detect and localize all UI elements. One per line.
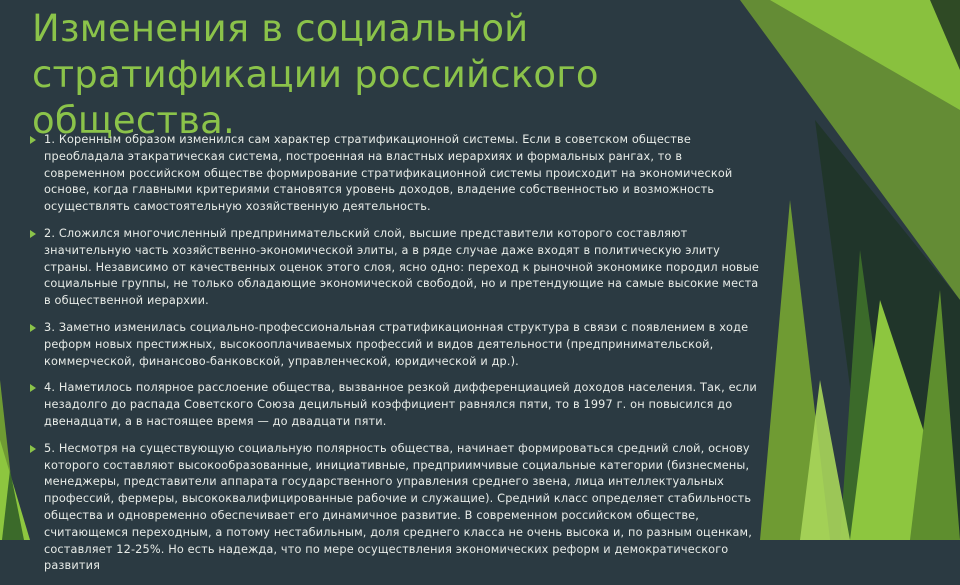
bullet-item-1 — [30, 132, 760, 216]
bullet-list — [30, 132, 760, 585]
bullet-arrow-icon — [30, 384, 36, 392]
bullet-item-3 — [30, 320, 760, 370]
bullet-arrow-icon — [30, 230, 36, 238]
bullet-text: 1. Коренным образом изменился сам характер стратификационной системы. Если в советском обществе преобладала этакратическая система, построенная на властных иерархиях и формальных рангах, то в современном российском обществе формирование стратификационной системы происходит на экономической основе, когда главными критериями становятся уровень доходов, владение собственностью и возможность осуществлять самостоятельную хозяйственную деятельность. — [44, 133, 733, 214]
bullet-item-4 — [30, 380, 760, 430]
bullet-arrow-icon — [30, 445, 36, 453]
bullet-text: 3. Заметно изменилась социально-профессиональная стратификационная структура в связи с появлением в ходе реформ новых престижных, высокооплачиваемых профессий и видов деятельности (предпринимательской, коммерческой, финансово-банковской, управленческой, юридической и др.). — [44, 320, 749, 368]
bullet-item-2 — [30, 226, 760, 310]
slide-title: Изменения в социальной стратификации российского общества. — [32, 7, 599, 142]
bullet-arrow-icon — [30, 324, 36, 332]
bullet-arrow-icon — [30, 136, 36, 144]
bullet-text: 5. Несмотря на существующую социальную полярность общества, начинает формироваться средний слой, основу которого составляют высокообразованные, инициативные, предприимчивые социальные категории (бизнесмены, менеджеры, представители аппарата государственного управления среднего звена, лица интеллектуальных профессий, фермеры, высококвалифицированные рабочие и служащие). Средний класс определяет стабильность общества и одновременно обеспечивает его динамичное развитие. В современном российском обществе, считающемся переходным, а потому нестабильным, доля среднего класса не очень высока и, по разным оценкам, составляет 12-25%. Но есть надежда, что по мере осуществления экономических реформ и демократического развития — [44, 441, 752, 573]
bullet-item-5 — [30, 441, 760, 575]
bullet-text: 2. Сложился многочисленный предпринимательский слой, высшие представители которого составляют значительную часть хозяйственно-экономической элиты, а в ряде случае даже входят в политическую элиту страны. Независимо от качественных оценок этого слоя, ясно одно: переход к рыночной экономике породил новые социальные группы, не только обладающие экономической свободой, но и претендующие на самые высокие места в общественной иерархии. — [44, 226, 760, 308]
bullet-text: 4. Наметилось полярное расслоение общества, вызванное резкой дифференциацией доходов населения. Так, если незадолго до распада Советского Союза децильный коэффициент равнялся пяти, то в 1997 г. он повысился до двенадцати, а в настоящее время — до двадцати пяти. — [44, 381, 757, 428]
